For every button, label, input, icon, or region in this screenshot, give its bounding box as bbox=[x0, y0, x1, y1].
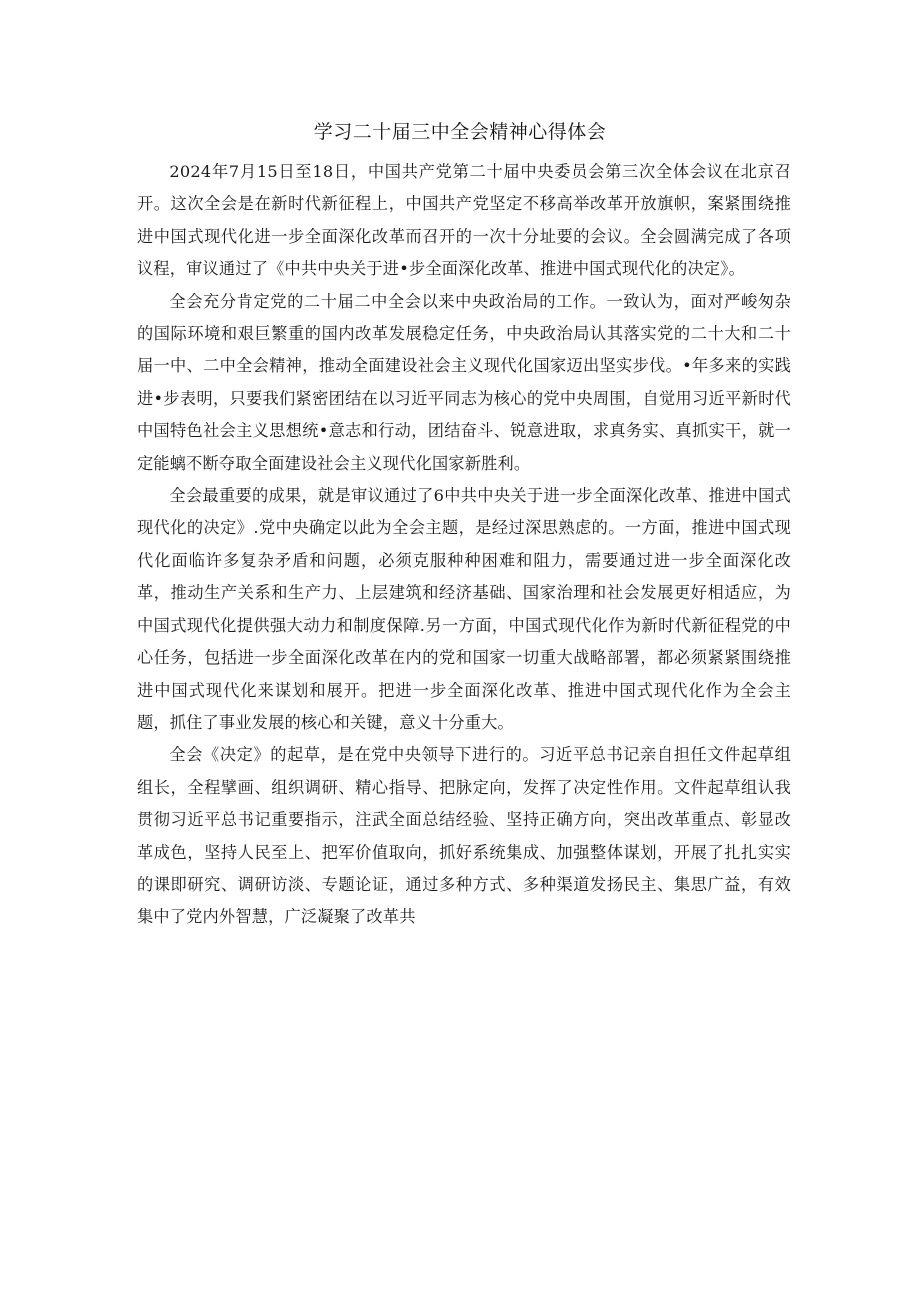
paragraph-2: 全会充分肯定党的二十届二中全会以来中央政治局的工作。一致认为，面对严峻匆杂的国际环境和艰巨繁重的国内改革发展稳定任务，中央政治局认其落实党的二十大和二十届一中、二中全会精神，推动全面建设社会主义现代化国家迈出坚实步伐。•年多来的实践进•步表明，只要我们紧密团结在以习近平同志为核心的党中央周围，自觉用习近平新时代中国特色社会主义思想统•意志和行动，团结奋斗、锐意进取，求真务实、真抓实干，就一定能螭不断夺取全面建设社会主义现代化国家新胜利。 bbox=[137, 291, 791, 473]
document-body bbox=[137, 156, 791, 934]
paragraph-4: 全会《决定》的起草，是在党中央领导下进行的。习近平总书记亲自担任文件起草组组长，全程擘画、组织调研、精心指导、把脉定向，发挥了决定性作用。文件起草组认我贯彻习近平总书记重要指示，注武全面总结经验、坚持正确方向，突出改革重点、彰显改革成色，坚持人民至上、把军价值取向，抓好系统集成、加强整体谋划，开展了扎扎实实的课即研究、调研访淡、专题论证，通过多种方式、多种渠道发扬民主、集思广益，有效集中了党内外智慧，广泛凝聚了改革共 bbox=[137, 745, 791, 927]
paragraph-1: 2024年7月15日至18日，中国共产党第二十届中央委员会第三次全体会议在北京召开。这次全会是在新时代新征程上，中国共产党坚定不移高举改革开放旗帜，案紧围绕推进中国式现代化进一步全面深化改革而召开的一次十分址要的会议。全会圆满完成了各项议程，审议通过了《中共中央关于进•步全面深化改革、推进中国式现代化的决定》。 bbox=[137, 162, 791, 279]
document-title: 学习二十届三中全会精神心得体会 bbox=[313, 121, 607, 143]
paragraph-3: 全会最重要的成果，就是审议通过了6中共中央关于进一步全面深化改革、推进中国式现代化的决定》.党中央确定以此为全会主题，是经过深思熟虑的。一方面，推进中国式现代化面临许多复杂矛盾和问题，必须克服种种困难和阻力，需要通过进一步全面深化改革，推动生产关系和生产力、上层建筑和经济基础、国家治理和社会发展更好相适应，为中国式现代化提供强大动力和制度保障.另一方面，中国式现代化作为新时代新征程党的中心任务，包括进一步全面深化改革在内的党和国家一切重大战略部署，都必须紧紧围绕推进中国式现代化来谋划和展开。把进一步全面深化改革、推进中国式现代化作为全会主题，抓住了事业发展的核心和关键，意义十分重大。 bbox=[137, 486, 791, 732]
